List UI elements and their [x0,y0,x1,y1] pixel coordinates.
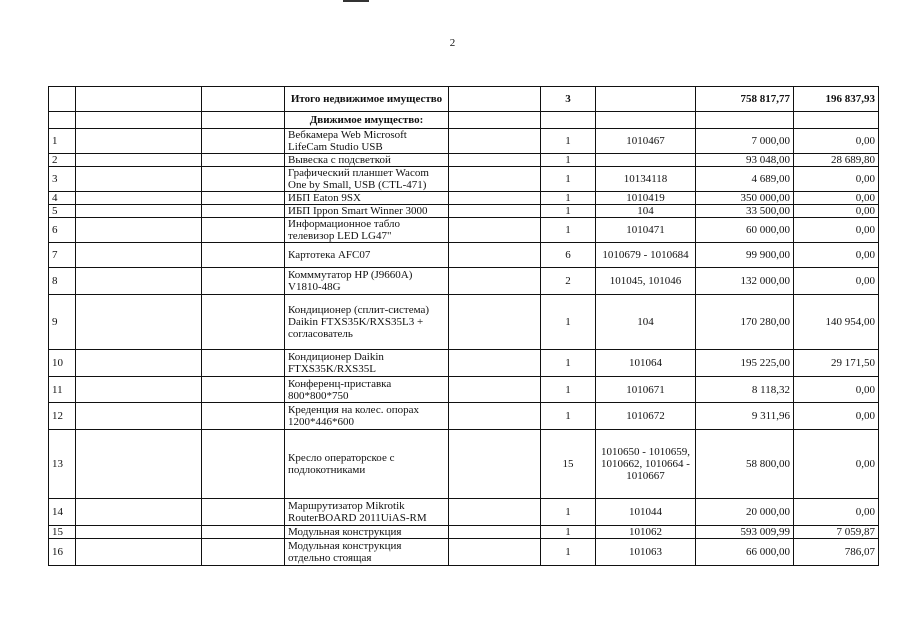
item-price: 8 118,32 [696,377,794,403]
table-cell [449,526,541,539]
item-price: 33 500,00 [696,205,794,218]
table-row [49,295,879,350]
item-quantity: 1 [541,350,596,377]
item-name: Модульная конструкция [285,526,449,539]
item-quantity: 1 [541,129,596,154]
item-inventory-number: 104 [596,295,696,350]
item-inventory-number: 101044 [596,499,696,526]
row-number: 3 [49,167,76,192]
item-price: 7 000,00 [696,129,794,154]
item-price: 93 048,00 [696,154,794,167]
table-cell [76,243,202,268]
table-cell [449,167,541,192]
table-cell [202,350,285,377]
item-price: 350 000,00 [696,192,794,205]
table-cell [76,377,202,403]
table-row [49,377,879,403]
table-cell [76,295,202,350]
row-number: 7 [49,243,76,268]
item-residual-value: 0,00 [794,243,879,268]
item-residual-value: 0,00 [794,205,879,218]
table-row [49,499,879,526]
row-number: 6 [49,218,76,243]
item-inventory-number: 101062 [596,526,696,539]
table-row [49,403,879,430]
table-cell [76,268,202,295]
property-table [48,86,879,566]
table-row [49,350,879,377]
table-cell [449,243,541,268]
table-cell [202,295,285,350]
item-price: 170 280,00 [696,295,794,350]
table-cell [49,87,76,112]
item-inventory-number: 1010650 - 1010659, 1010662, 1010664 - 1010667 [596,430,696,499]
item-inventory-number: 1010467 [596,129,696,154]
section-row [49,112,879,129]
item-price: 58 800,00 [696,430,794,499]
table-cell [696,112,794,129]
item-name: ИБП Ippon Smart Winner 3000 [285,205,449,218]
row-number: 10 [49,350,76,377]
item-residual-value: 29 171,50 [794,350,879,377]
item-inventory-number: 101045, 101046 [596,268,696,295]
table-cell [596,87,696,112]
item-quantity: 1 [541,154,596,167]
item-residual-value: 0,00 [794,499,879,526]
table-cell [449,112,541,129]
item-residual-value: 0,00 [794,218,879,243]
item-quantity: 1 [541,377,596,403]
item-quantity: 15 [541,430,596,499]
table-cell [202,403,285,430]
table-cell [449,350,541,377]
item-name: Картотека AFC07 [285,243,449,268]
totals-row [49,87,879,112]
table-cell [449,539,541,566]
item-residual-value: 28 689,80 [794,154,879,167]
property-table-body [49,87,879,566]
item-inventory-number [596,154,696,167]
item-name: Конференц-приставка 800*800*750 [285,377,449,403]
item-residual-value: 0,00 [794,377,879,403]
table-cell [202,430,285,499]
item-quantity: 1 [541,403,596,430]
table-cell [76,87,202,112]
item-price: 4 689,00 [696,167,794,192]
table-row [49,167,879,192]
item-residual-value: 140 954,00 [794,295,879,350]
table-row [49,268,879,295]
item-quantity: 1 [541,205,596,218]
table-cell [202,129,285,154]
table-row [49,539,879,566]
row-number: 12 [49,403,76,430]
table-row [49,129,879,154]
table-cell [76,192,202,205]
table-cell [202,112,285,129]
table-cell [76,129,202,154]
table-cell [596,112,696,129]
item-quantity: 1 [541,192,596,205]
item-quantity: 6 [541,243,596,268]
table-cell [202,205,285,218]
item-name: Графический планшет Wacom One by Small, USB (CTL-471) [285,167,449,192]
row-number: 4 [49,192,76,205]
item-inventory-number: 101064 [596,350,696,377]
row-number: 2 [49,154,76,167]
item-inventory-number: 1010471 [596,218,696,243]
table-cell [76,526,202,539]
table-cell [202,268,285,295]
item-inventory-number: 104 [596,205,696,218]
table-cell [76,430,202,499]
row-number: 14 [49,499,76,526]
item-quantity: 1 [541,526,596,539]
table-cell [449,129,541,154]
item-name: Комммутатор HP (J9660A) V1810-48G [285,268,449,295]
item-quantity: 1 [541,539,596,566]
table-cell [794,112,879,129]
item-name: Модульная конструкция отдельно стоящая [285,539,449,566]
item-inventory-number: 1010672 [596,403,696,430]
table-cell [541,112,596,129]
item-name: Вебкамера Web Microsoft LifeCam Studio USB [285,129,449,154]
table-cell [449,218,541,243]
item-quantity: 2 [541,268,596,295]
totals-residual: 196 837,93 [794,87,879,112]
row-number: 15 [49,526,76,539]
table-cell [76,499,202,526]
top-edge-mark [343,0,369,2]
row-number: 5 [49,205,76,218]
table-cell [449,499,541,526]
item-name: ИБП Eaton 9SX [285,192,449,205]
table-cell [76,112,202,129]
table-cell [449,295,541,350]
table-row [49,243,879,268]
row-number: 8 [49,268,76,295]
table-row [49,218,879,243]
row-number: 11 [49,377,76,403]
table-cell [449,154,541,167]
item-residual-value: 0,00 [794,403,879,430]
table-cell [202,87,285,112]
table-cell [76,205,202,218]
item-name: Кондиционер Daikin FTXS35K/RXS35L [285,350,449,377]
table-cell [449,268,541,295]
table-cell [202,377,285,403]
item-residual-value: 786,07 [794,539,879,566]
item-residual-value: 0,00 [794,268,879,295]
item-inventory-number: 1010671 [596,377,696,403]
table-row [49,205,879,218]
table-cell [202,218,285,243]
section-title: Движимое имущество: [285,112,449,129]
row-number: 13 [49,430,76,499]
table-cell [202,526,285,539]
table-cell [76,403,202,430]
item-name: Маршрутизатор Mikrotik RouterBOARD 2011UiAS-RM [285,499,449,526]
row-number: 1 [49,129,76,154]
totals-label: Итого недвижимое имущество [285,87,449,112]
table-row [49,192,879,205]
row-number: 9 [49,295,76,350]
item-inventory-number: 101063 [596,539,696,566]
row-number: 16 [49,539,76,566]
table-cell [202,499,285,526]
item-name: Вывеска с подсветкой [285,154,449,167]
table-cell [202,539,285,566]
table-cell [76,154,202,167]
table-row [49,526,879,539]
item-name: Креденция на колес. опорах 1200*446*600 [285,403,449,430]
item-name: Информационное табло телевизор LED LG47" [285,218,449,243]
item-inventory-number: 1010419 [596,192,696,205]
table-cell [202,192,285,205]
table-row [49,430,879,499]
table-cell [76,167,202,192]
item-price: 593 009,99 [696,526,794,539]
item-price: 195 225,00 [696,350,794,377]
item-quantity: 1 [541,499,596,526]
table-cell [449,205,541,218]
item-price: 60 000,00 [696,218,794,243]
item-name: Кресло операторское с подлокотниками [285,430,449,499]
table-cell [202,167,285,192]
item-residual-value: 0,00 [794,192,879,205]
table-cell [449,87,541,112]
item-residual-value: 7 059,87 [794,526,879,539]
page-number: 2 [449,37,456,49]
table-row [49,154,879,167]
item-residual-value: 0,00 [794,167,879,192]
item-name: Кондиционер (сплит-система) Daikin FTXS35K/RXS35L3 + согласователь [285,295,449,350]
item-price: 99 900,00 [696,243,794,268]
item-price: 20 000,00 [696,499,794,526]
table-cell [76,350,202,377]
table-cell [449,430,541,499]
item-quantity: 1 [541,295,596,350]
item-price: 132 000,00 [696,268,794,295]
item-quantity: 1 [541,167,596,192]
table-cell [449,403,541,430]
table-cell [202,243,285,268]
item-inventory-number: 1010679 - 1010684 [596,243,696,268]
item-inventory-number: 10134118 [596,167,696,192]
item-quantity: 1 [541,218,596,243]
item-price: 9 311,96 [696,403,794,430]
table-cell [76,539,202,566]
table-cell [49,112,76,129]
item-residual-value: 0,00 [794,430,879,499]
table-cell [76,218,202,243]
totals-quantity: 3 [541,87,596,112]
table-cell [449,377,541,403]
item-price: 66 000,00 [696,539,794,566]
table-cell [449,192,541,205]
totals-price: 758 817,77 [696,87,794,112]
item-residual-value: 0,00 [794,129,879,154]
table-cell [202,154,285,167]
